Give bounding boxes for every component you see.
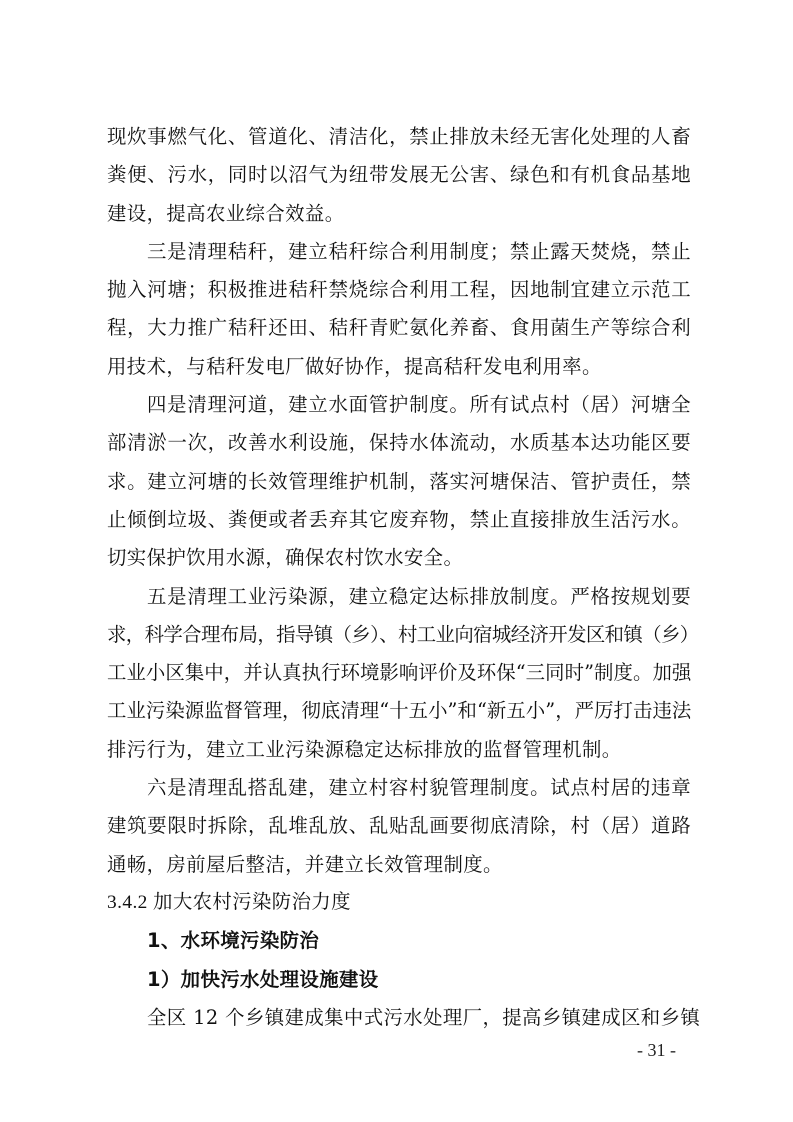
paragraph-line: 四是清理河道，建立水面管护制度。所有试点村（居）河塘全 [147,393,691,417]
paragraph-line: 建筑要限时拆除，乱堆乱放、乱贴乱画要彻底清除，村（居）道路 [107,814,691,838]
body-text [107,118,701,1037]
paragraph-line: 通畅，房前屋后整洁，并建立长效管理制度。 [107,852,503,876]
paragraph-line: 工业污染源监督管理，彻底清理“十五小”和“新五小”，严厉打击违法 [107,699,691,723]
subheading: 1、水环境污染防治 [147,929,320,953]
paragraph-line: 抛入河塘；积极推进秸秆禁烧综合利用工程，因地制宜建立示范工 [107,278,691,302]
paragraph-line: 部清淤一次，改善水利设施，保持水体流动，水质基本达功能区要 [107,431,691,455]
paragraph-line: 排污行为，建立工业污染源稳定达标排放的监督管理机制。 [107,737,622,761]
paragraph-line: 粪便、污水，同时以沼气为纽带发展无公害、绿色和有机食品基地 [107,163,691,187]
paragraph-line: 切实保护饮用水源，确保农村饮水安全。 [107,546,464,570]
paragraph-line: 止倾倒垃圾、粪便或者丢弃其它废弃物，禁止直接排放生活污水。 [107,507,691,531]
paragraph-line: 全区 12 个乡镇建成集中式污水处理厂，提高乡镇建成区和乡镇 [147,1005,701,1029]
page-number: - 31 - [637,1040,676,1060]
paragraph-line: 工业小区集中，并认真执行环境影响评价及环保“三同时”制度。加强 [107,661,691,685]
paragraph-line: 程，大力推广秸秆还田、秸秆青贮氨化养畜、食用菌生产等综合利 [107,316,691,340]
paragraph-line: 求，科学合理布局，指导镇（乡）、村工业向宿城经济开发区和镇（乡） [107,622,699,646]
paragraph-line: 六是清理乱搭乱建，建立村容村貌管理制度。试点村居的违章 [147,776,691,800]
subheading: 1）加快污水处理设施建设 [147,967,379,991]
paragraph-line: 三是清理秸秆，建立秸秆综合利用制度；禁止露天焚烧，禁止 [147,239,691,263]
section-heading: 3.4.2 加大农村污染防治力度 [107,891,351,913]
paragraph-line: 五是清理工业污染源，建立稳定达标排放制度。严格按规划要 [147,584,691,608]
paragraph-line: 用技术，与秸秆发电厂做好协作，提高秸秆发电利用率。 [107,354,602,378]
paragraph-line: 求。建立河塘的长效管理维护机制，落实河塘保洁、管护责任，禁 [107,469,691,493]
paragraph-line: 建设，提高农业综合效益。 [107,201,345,225]
paragraph-line: 现炊事燃气化、管道化、清洁化，禁止排放未经无害化处理的人畜 [107,125,691,148]
